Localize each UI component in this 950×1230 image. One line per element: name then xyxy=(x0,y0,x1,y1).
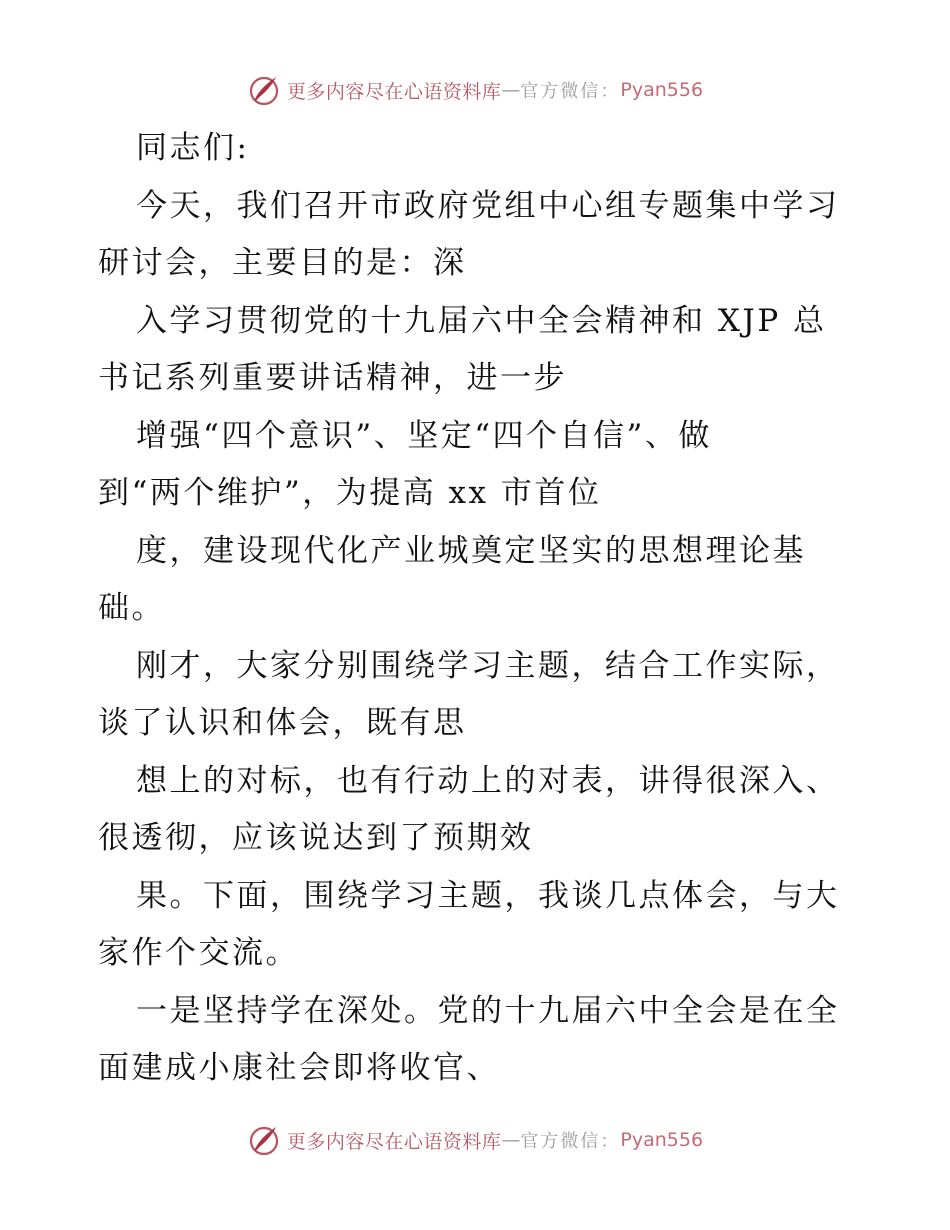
quill-pen-logo-icon xyxy=(247,73,281,107)
text-line: 很透彻，应该说达到了预期效 xyxy=(98,820,534,856)
text-line: 度，建设现代化产业城奠定坚实的思想理论基 xyxy=(136,532,806,569)
text-line: 到“两个维护”，为提高 xx 市首位 xyxy=(98,475,602,511)
watermark-main-text: 更多内容尽在心语资料库 xyxy=(286,80,502,103)
text-line: 今天，我们召开市政府党组中心组专题集中学习 xyxy=(136,187,840,224)
text-line: 家作个交流。 xyxy=(98,935,299,971)
text-line: 刚才，大家分别围绕学习主题，结合工作实际， xyxy=(136,647,840,684)
text-line: 一是坚持学在深处。党的十九届六中全会是在全 xyxy=(136,992,840,1029)
text-line: 果。下面，围绕学习主题，我谈几点体会，与大 xyxy=(136,877,840,914)
text-line: 研讨会，主要目的是：深 xyxy=(98,245,467,281)
watermark-main-text: 更多内容尽在心语资料库 xyxy=(286,1130,502,1153)
text-line: 增强“四个意识”、坚定“四个自信”、做 xyxy=(136,417,712,454)
text-line: 础。 xyxy=(98,590,165,626)
document-body xyxy=(98,120,858,1098)
watermark-dash: — xyxy=(501,1129,521,1151)
text-line: 书记系列重要讲话精神，进一步 xyxy=(98,360,567,396)
watermark-label: 官方微信： xyxy=(520,81,621,102)
watermark-id: Pyan556 xyxy=(620,1129,704,1151)
header-watermark xyxy=(0,70,950,110)
quill-pen-logo-icon xyxy=(247,1123,281,1157)
text-line: 面建成小康社会即将收官、 xyxy=(98,1050,500,1086)
watermark-id: Pyan556 xyxy=(620,79,704,101)
watermark-label: 官方微信： xyxy=(520,1131,621,1152)
text-line: 同志们: xyxy=(136,130,250,166)
watermark-dash: — xyxy=(501,79,521,101)
text-line: 谈了认识和体会，既有思 xyxy=(98,705,467,741)
footer-watermark xyxy=(0,1120,950,1160)
text-line: 入学习贯彻党的十九届六中全会精神和 XJP 总 xyxy=(136,302,827,339)
text-line: 想上的对标，也有行动上的对表，讲得很深入、 xyxy=(136,762,840,799)
